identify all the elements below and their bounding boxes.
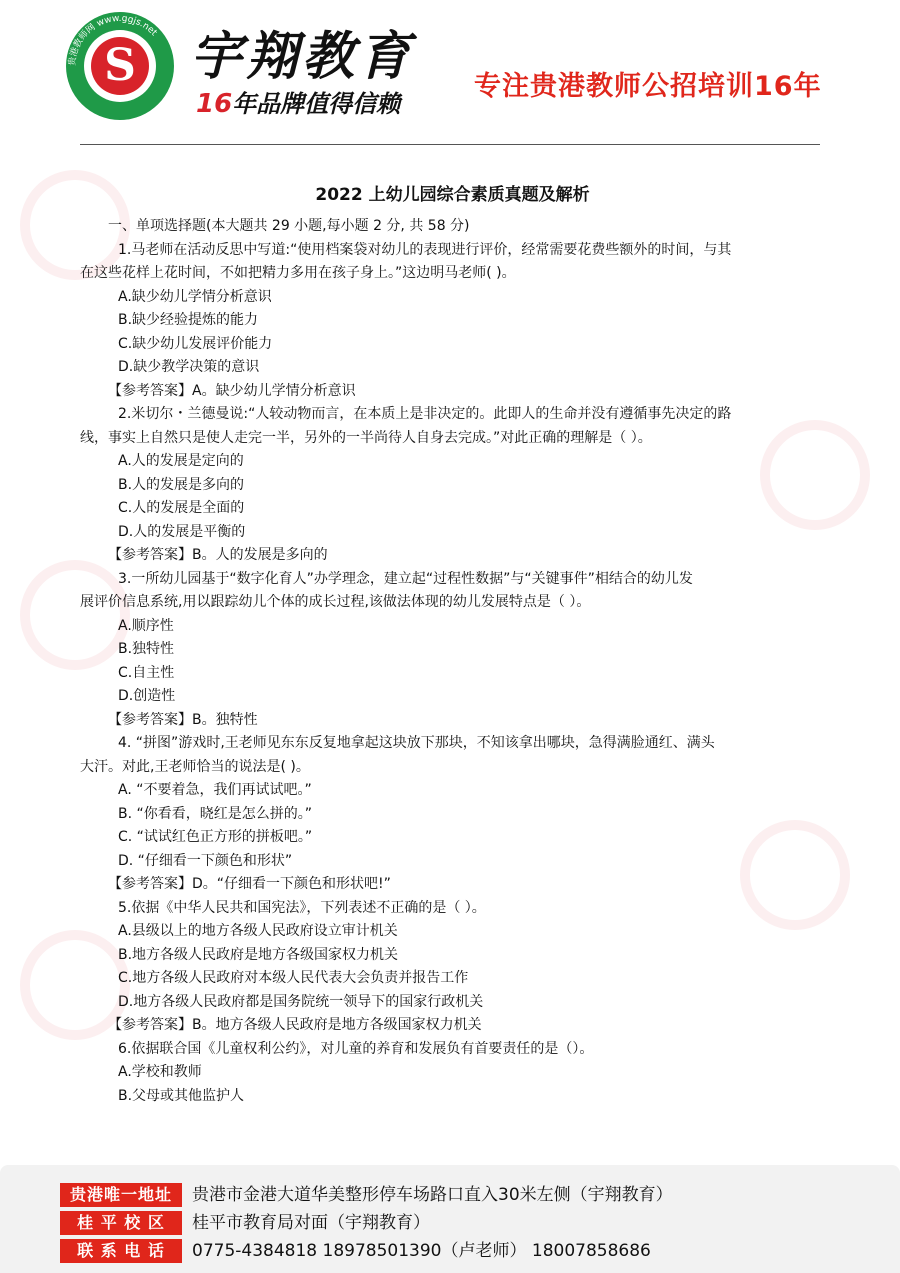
answer-line: 【参考答案】B。地方各级人民政府是地方各级国家权力机关 (108, 1017, 482, 1033)
option-line: C.人的发展是全面的 (118, 500, 245, 516)
question-line: 4. “拼图”游戏时,王老师见东东反复地拿起这块放下那块，不知该拿出哪块，急得满脸通红、满头 (118, 735, 715, 751)
question-line: 5.依据《中华人民共和国宪法》，下列表述不正确的是（ ）。 (118, 899, 486, 916)
answer-line: 【参考答案】B。人的发展是多向的 (108, 547, 328, 563)
footer-tag: 贵港唯一地址 (60, 1183, 182, 1207)
option-line: C.缺少幼儿发展评价能力 (118, 335, 273, 352)
option-line: C.自主性 (118, 664, 175, 681)
document-body (80, 180, 825, 1108)
section-heading: 一、单项选择题(本大题共 29 小题,每小题 2 分, 共 58 分) (108, 218, 470, 234)
option-line: A.顺序性 (118, 617, 174, 634)
question-line: 1.马老师在活动反思中写道:“使用档案袋对幼儿的表现进行评价，经常需要花费些额外的时间，与其 (118, 241, 732, 258)
footer-tag: 联 系 电 话 (60, 1239, 182, 1263)
footer-text: 贵港市金港大道华美整形停车场路口直入30米左侧（宇翔教育） (192, 1185, 673, 1205)
option-line: B. “你看看，晓红是怎么拼的。” (118, 805, 313, 822)
option-line: D. “仔细看一下颜色和形状” (118, 852, 293, 869)
option-line: B.独特性 (118, 641, 175, 657)
option-line: C.地方各级人民政府对本级人民代表大会负责并报告工作 (118, 970, 469, 986)
header-slogan: 专注贵港教师公招培训16年 (474, 71, 822, 102)
option-line: D.缺少教学决策的意识 (118, 359, 260, 375)
brand-tagline: 16年品牌值得信赖 (196, 89, 401, 119)
header-divider (80, 144, 820, 145)
option-line: A.学校和教师 (118, 1064, 202, 1080)
option-line: B.地方各级人民政府是地方各级国家权力机关 (118, 946, 399, 963)
footer-tag: 桂 平 校 区 (60, 1211, 182, 1235)
option-line: A.人的发展是定向的 (118, 453, 244, 469)
option-line: A.县级以上的地方各级人民政府设立审计机关 (118, 923, 398, 939)
option-line: A.缺少幼儿学情分析意识 (118, 288, 272, 305)
footer-text: 桂平市教育局对面（宇翔教育） (192, 1213, 430, 1233)
logo-s-icon: S (104, 40, 136, 91)
option-line: A. “不要着急，我们再试试吧。” (118, 782, 312, 798)
question-line: 在这些花样上花时间，不如把精力多用在孩子身上。”这边明马老师( )。 (80, 265, 516, 281)
question-line: 展评价信息系统,用以跟踪幼儿个体的成长过程,该做法体现的幼儿发展特点是（ ）。 (80, 594, 591, 610)
question-line: 3.一所幼儿园基于“数字化育人”办学理念，建立起“过程性数据”与“关键事件”相结合的幼儿发 (118, 570, 693, 587)
footer-text: 0775-4384818 18978501390（卢老师） 18007858686 (192, 1241, 651, 1261)
page-header (0, 0, 900, 150)
option-line: D.创造性 (118, 688, 176, 704)
logo (66, 12, 174, 120)
answer-line: 【参考答案】A。缺少幼儿学情分析意识 (108, 382, 356, 399)
question-list (80, 239, 825, 1109)
option-line: D.地方各级人民政府都是国务院统一领导下的国家行政机关 (118, 993, 484, 1010)
question-line: 大汗。对此,王老师恰当的说法是( )。 (80, 758, 310, 775)
option-line: B.缺少经验提炼的能力 (118, 312, 259, 328)
option-line: D.人的发展是平衡的 (118, 523, 246, 540)
page-footer (0, 1165, 900, 1273)
answer-line: 【参考答案】D。“仔细看一下颜色和形状吧!” (108, 876, 391, 892)
option-line: B.父母或其他监护人 (118, 1087, 245, 1104)
svg-text:贵港教师网 www.ggjs.net: 贵港教师网 www.ggjs.net (67, 13, 159, 67)
answer-line: 【参考答案】B。独特性 (108, 711, 258, 728)
question-line: 2.米切尔・兰德曼说:“人较动物而言，在本质上是非决定的。此即人的生命并没有遵循事先决定的路 (118, 406, 732, 422)
question-line: 6.依据联合国《儿童权利公约》，对儿童的养育和发展负有首要责任的是（）。 (118, 1040, 594, 1057)
option-line: B.人的发展是多向的 (118, 476, 245, 493)
brand-name: 宇翔教育 (190, 26, 415, 87)
document-title: 2022 上幼儿园综合素质真题及解析 (315, 185, 590, 205)
option-line: C. “试试红色正方形的拼板吧。” (118, 829, 313, 845)
question-line: 线，事实上自然只是使人走完一半，另外的一半尚待人自身去完成。”对此正确的理解是（ ）。 (80, 429, 652, 446)
